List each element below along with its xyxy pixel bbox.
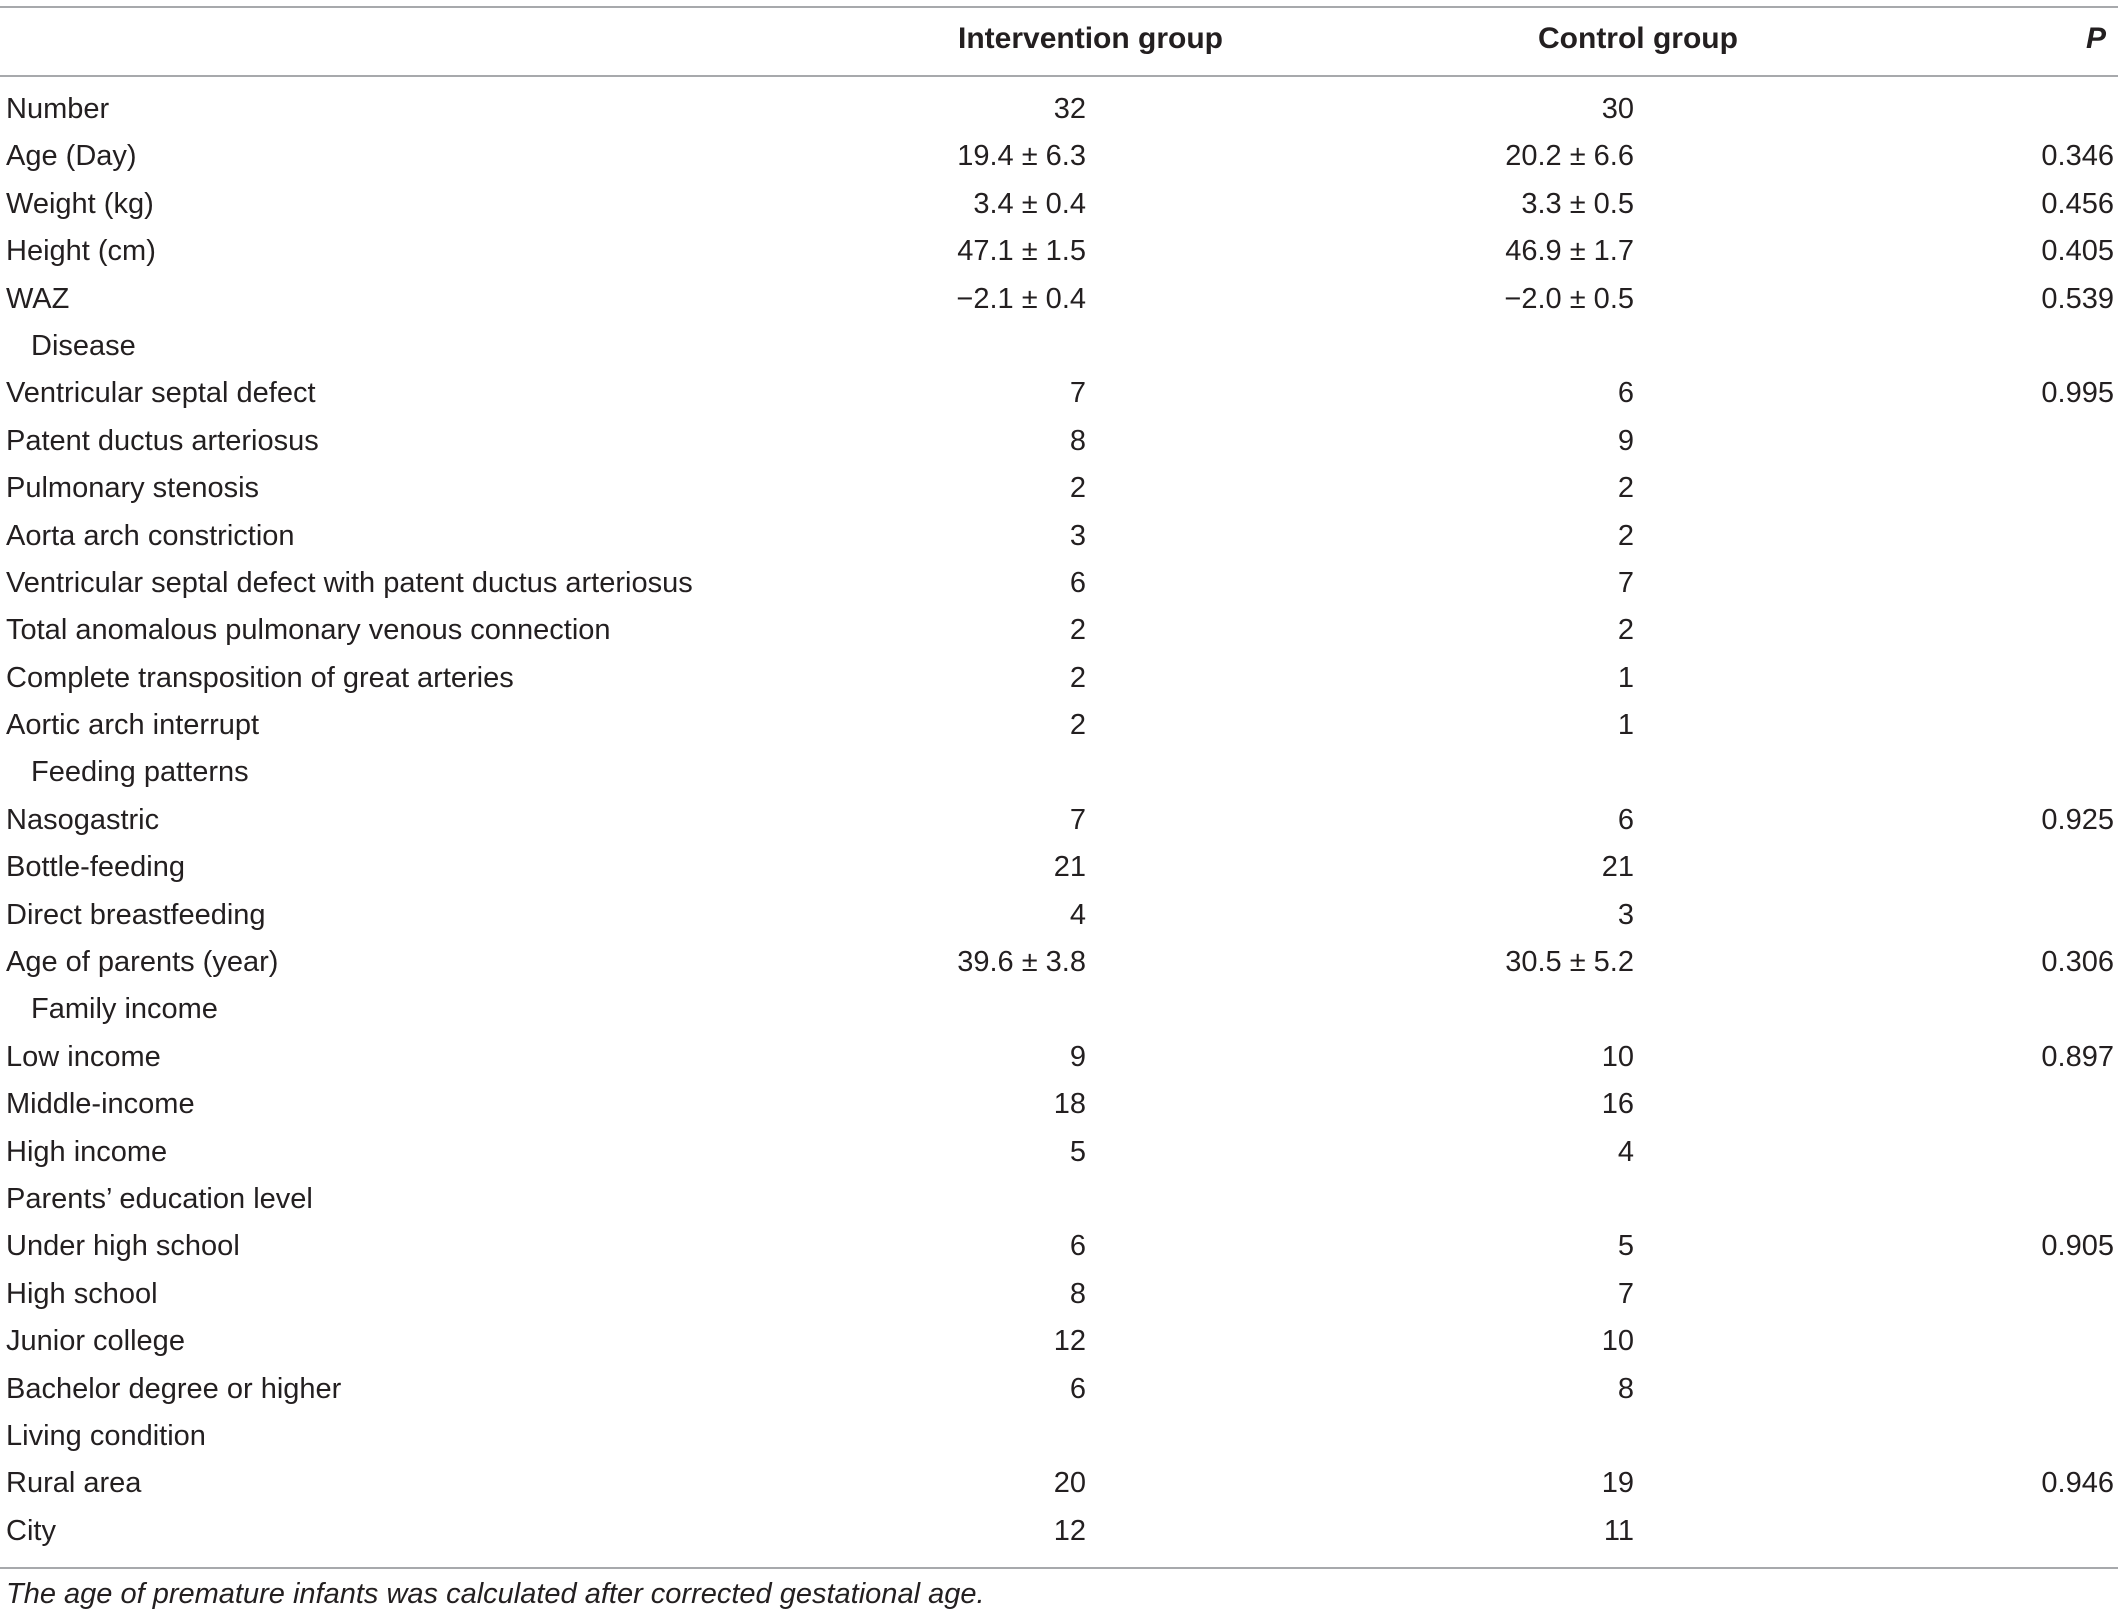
cell-intervention: 2 [1069,614,1086,647]
row-label: Height (cm) [6,235,156,268]
header-p-value: P [2085,22,2106,55]
cell-control: 9 [1617,424,1634,457]
row-label: Patent ductus arteriosus [6,424,319,457]
row-label: Parents’ education level [6,1182,313,1215]
row-label: City [6,1514,56,1547]
cell-intervention: 12 [1053,1514,1086,1547]
table-row [0,703,2118,750]
cell-control: 1 [1617,709,1634,742]
table-body [0,87,2118,1556]
cell-control: 19 [1601,1467,1634,1500]
cell-intervention: 6 [1069,566,1086,599]
cell-intervention: 2 [1069,661,1086,694]
cell-control: 30.5 ± 5.2 [1505,946,1634,979]
cell-control: 5 [1617,1230,1634,1263]
cell-intervention: 9 [1069,1040,1086,1073]
row-label: High income [6,1135,168,1168]
table-row [0,229,2118,276]
cell-control: 46.9 ± 1.7 [1505,235,1634,268]
table-row [0,466,2118,513]
cell-control: 7 [1617,1277,1634,1310]
cell-intervention: 21 [1053,851,1086,884]
row-label: Weight (kg) [6,187,154,220]
table-row [0,845,2118,892]
table-row [0,1319,2118,1366]
cell-p-value: 0.905 [2041,1230,2114,1263]
row-label: Disease [31,329,136,362]
cell-intervention: 20 [1053,1467,1086,1500]
row-label: Rural area [6,1467,142,1500]
table-row [0,1082,2118,1129]
row-label: Total anomalous pulmonary venous connection [6,614,611,647]
table-row [0,182,2118,229]
cell-control: 4 [1617,1135,1634,1168]
table-row [0,987,2118,1034]
cell-control: 1 [1617,661,1634,694]
row-label: Junior college [6,1325,185,1358]
row-label: Living condition [6,1419,206,1452]
row-label: Low income [6,1040,161,1073]
cell-intervention: 7 [1069,803,1086,836]
cell-p-value: 0.946 [2041,1467,2114,1500]
cell-p-value: 0.306 [2041,946,2114,979]
table-row [0,1461,2118,1508]
header-rule [0,75,2118,77]
row-label: Direct breastfeeding [6,898,266,931]
cell-intervention: 7 [1069,377,1086,410]
cell-intervention: 5 [1069,1135,1086,1168]
cell-control: 3.3 ± 0.5 [1521,187,1634,220]
row-label: Nasogastric [6,803,160,836]
row-label: Pulmonary stenosis [6,472,260,505]
table-row [0,371,2118,418]
table-row [0,1130,2118,1177]
row-label: Aorta arch constriction [6,519,295,552]
cell-p-value: 0.346 [2041,140,2114,173]
row-label: Ventricular septal defect [6,377,316,410]
row-label: Age (Day) [6,140,137,173]
table-footnote: The age of premature infants was calculated after corrected gestational age. [6,1578,985,1610]
top-rule [0,6,2118,8]
table-row [0,798,2118,845]
cell-p-value: 0.897 [2041,1040,2114,1073]
table-header [0,18,2118,68]
cell-p-value: 0.995 [2041,377,2114,410]
header-intervention: Intervention group [958,22,1223,55]
table-row [0,324,2118,371]
row-label: Complete transposition of great arteries [6,661,514,694]
cell-intervention: 6 [1069,1230,1086,1263]
table-row [0,1367,2118,1414]
row-label: Bottle-feeding [6,851,185,884]
table-row [0,87,2118,134]
row-label: Under high school [6,1230,240,1263]
row-label: Family income [31,993,218,1026]
table-row [0,893,2118,940]
cell-p-value: 0.925 [2041,803,2114,836]
table-row [0,134,2118,181]
cell-intervention: 2 [1069,472,1086,505]
row-label: Feeding patterns [31,756,249,789]
cell-intervention: 32 [1053,93,1086,125]
cell-intervention: 3 [1069,519,1086,552]
cell-intervention: 6 [1069,1372,1086,1405]
cell-control: 30 [1601,93,1634,125]
cell-intervention: 47.1 ± 1.5 [957,235,1086,268]
cell-intervention: 2 [1069,709,1086,742]
cell-intervention: 8 [1069,1277,1086,1310]
table-row [0,656,2118,703]
cell-intervention: 39.6 ± 3.8 [957,946,1086,979]
cell-control: 11 [1603,1514,1634,1547]
row-label: High school [6,1277,158,1310]
table-row [0,1272,2118,1319]
cell-control: 10 [1601,1040,1634,1073]
table-row [0,750,2118,797]
bottom-rule [0,1567,2118,1569]
cell-intervention: 19.4 ± 6.3 [957,140,1086,173]
cell-intervention: −2.1 ± 0.4 [956,282,1086,315]
cell-intervention: 18 [1053,1088,1086,1121]
table-row [0,514,2118,561]
cell-p-value: 0.456 [2041,187,2114,220]
cell-intervention: 8 [1069,424,1086,457]
cell-control: 8 [1617,1372,1634,1405]
cell-control: 10 [1601,1325,1634,1358]
row-label: Ventricular septal defect with patent ductus arteriosus [6,566,693,599]
table-row [0,608,2118,655]
cell-control: 3 [1617,898,1634,931]
cell-intervention: 3.4 ± 0.4 [973,187,1086,220]
table-row [0,1509,2118,1556]
cell-control: 2 [1617,472,1634,505]
cell-control: 7 [1617,566,1634,599]
cell-p-value: 0.405 [2041,235,2114,268]
cell-control: 2 [1617,519,1634,552]
cell-control: 6 [1617,377,1634,410]
cell-control: −2.0 ± 0.5 [1504,282,1634,315]
cell-control: 2 [1617,614,1634,647]
cell-control: 16 [1601,1088,1634,1121]
table-row [0,1177,2118,1224]
table-row [0,419,2118,466]
table-row [0,1414,2118,1461]
cell-p-value: 0.539 [2041,282,2114,315]
table-row [0,277,2118,324]
cell-control: 21 [1601,851,1634,884]
row-label: Age of parents (year) [6,946,279,979]
row-label: WAZ [6,282,70,315]
cell-intervention: 4 [1069,898,1086,931]
row-label: Middle-income [6,1088,195,1121]
cell-control: 20.2 ± 6.6 [1505,140,1634,173]
cell-control: 6 [1617,803,1634,836]
row-label: Number [6,93,110,125]
table-row [0,561,2118,608]
row-label: Aortic arch interrupt [6,709,260,742]
row-label: Bachelor degree or higher [6,1372,342,1405]
cell-intervention: 12 [1053,1325,1086,1358]
table-row [0,940,2118,987]
table-row [0,1224,2118,1271]
table-row [0,1035,2118,1082]
header-control: Control group [1538,22,1738,55]
